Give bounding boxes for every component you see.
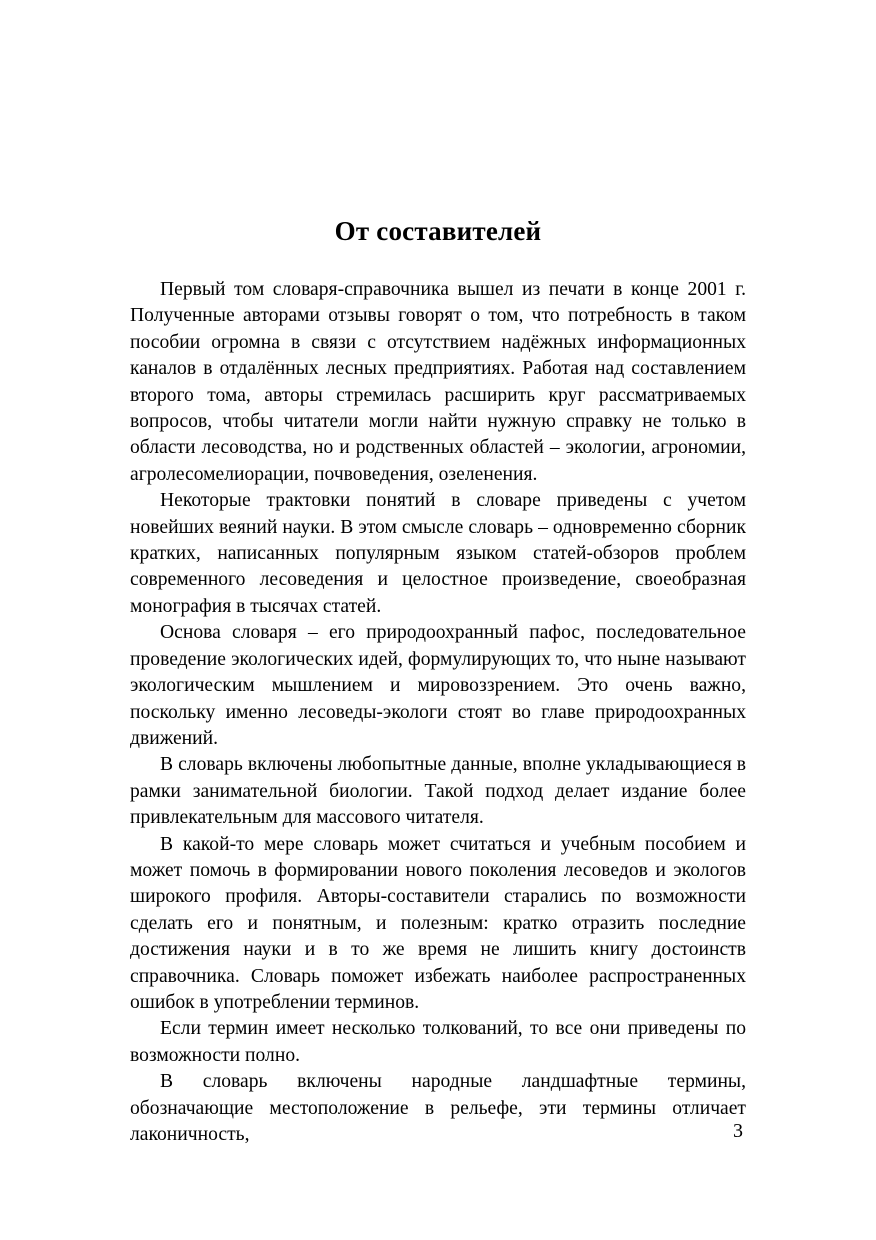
body-text <box>130 277 746 1148</box>
paragraph: Некоторые трактовки понятий в словаре приведены с учетом новейших веяний науки. В этом смысле словарь – одновременно сборник кратких, написанных популярным языком статей-обзоров проблем современного лесоведения и целостное произведение, своеобразная монография в тысячах статей. <box>130 490 746 617</box>
page-title: От составителей <box>334 216 542 246</box>
paragraph: Основа словаря – его природоохранный пафос, последовательное проведение экологических идей, формулирующих то, что ныне называют экологическим мышлением и мировоззрением. Это очень важно, поскольку именно лесоведы-экологи стоят во главе природоохранных движений. <box>130 622 746 749</box>
paragraph: Если термин имеет несколько толкований, то все они приведены по возможности полно. <box>130 1018 746 1066</box>
page-number: 3 <box>733 1120 743 1142</box>
paragraph: В словарь включены народные ландшафтные термины, обозначающие местоположение в рельефе, эти термины отличает лаконичность, <box>130 1071 746 1145</box>
paragraph: В какой-то мере словарь может считаться и учебным пособием и может помочь в формировании нового поколения лесоведов и экологов широкого профиля. Авторы-составители старались по возможности сделать его и понятным, и полезным: кратко отразить последние достижения науки и в то же время не лишить книгу достоинств справочника. Словарь поможет избежать наиболее распространенных ошибок в употреблении терминов. <box>130 833 746 1013</box>
paragraph: В словарь включены любопытные данные, вполне укладывающиеся в рамки занимательной биологии. Такой подход делает издание более привлекательным для массового читателя. <box>130 754 746 829</box>
paragraph: Первый том словаря-справочника вышел из печати в конце 2001 г. Полученные авторами отзывы говорят о том, что потребность в таком пособии огромна в связи с отсутствием надёжных информационных каналов в отдалённых лесных предприятиях. Работая над составлением второго тома, авторы стремилась расширить круг рассматриваемых вопросов, чтобы читатели могли найти нужную справку не только в области лесоводства, но и родственных областей – экологии, агрономии, агролесомелиорации, почвоведения, озеленения. <box>130 279 746 485</box>
